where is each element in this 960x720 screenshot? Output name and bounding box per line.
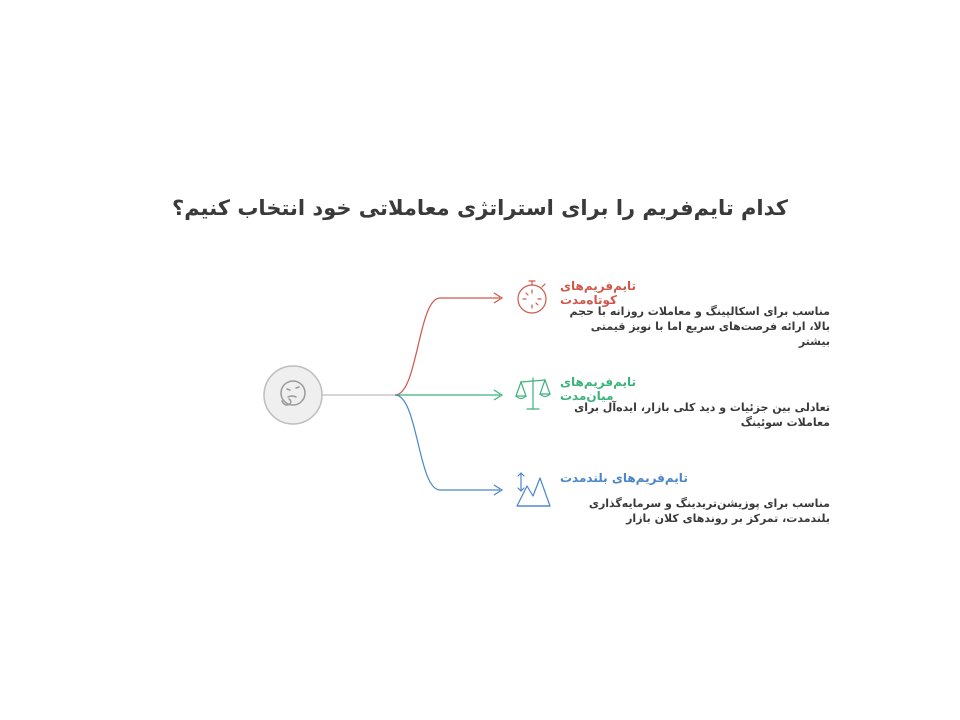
balance-scale-icon bbox=[516, 378, 550, 409]
stopwatch-icon bbox=[518, 281, 546, 313]
branch-description-long-term: مناسب برای پوزیشن‌تریدینگ و سرمایه‌گذاری بلندمدت، تمرکز بر روندهای کلان بازار bbox=[588, 497, 830, 525]
branch-title-medium-term: تایم‌فریم‌های میان‌مدت bbox=[560, 375, 636, 403]
branch-description-medium-term: تعادلی بین جزئیات و دید کلی بازار، ایده‌آل برای معاملات سوئینگ bbox=[574, 401, 830, 429]
branch-connector-short bbox=[395, 298, 500, 395]
branch-title-short-term: تایم‌فریم‌های کوتاه‌مدت bbox=[560, 279, 636, 307]
branch-description-short-term: مناسب برای اسکالپینگ و معاملات روزانه با حجم بالا، ارائه فرصت‌های سریع اما با نویز قیمتی بیشتر bbox=[569, 305, 830, 348]
diagram-title: کدام تایم‌فریم را برای استراتژی معاملاتی خود انتخاب کنیم؟ bbox=[172, 196, 788, 220]
root-node bbox=[264, 366, 322, 424]
branch-connector-long bbox=[395, 395, 500, 490]
branch-title-long-term: تایم‌فریم‌های بلندمدت bbox=[560, 471, 688, 485]
mountains-icon bbox=[517, 473, 550, 506]
